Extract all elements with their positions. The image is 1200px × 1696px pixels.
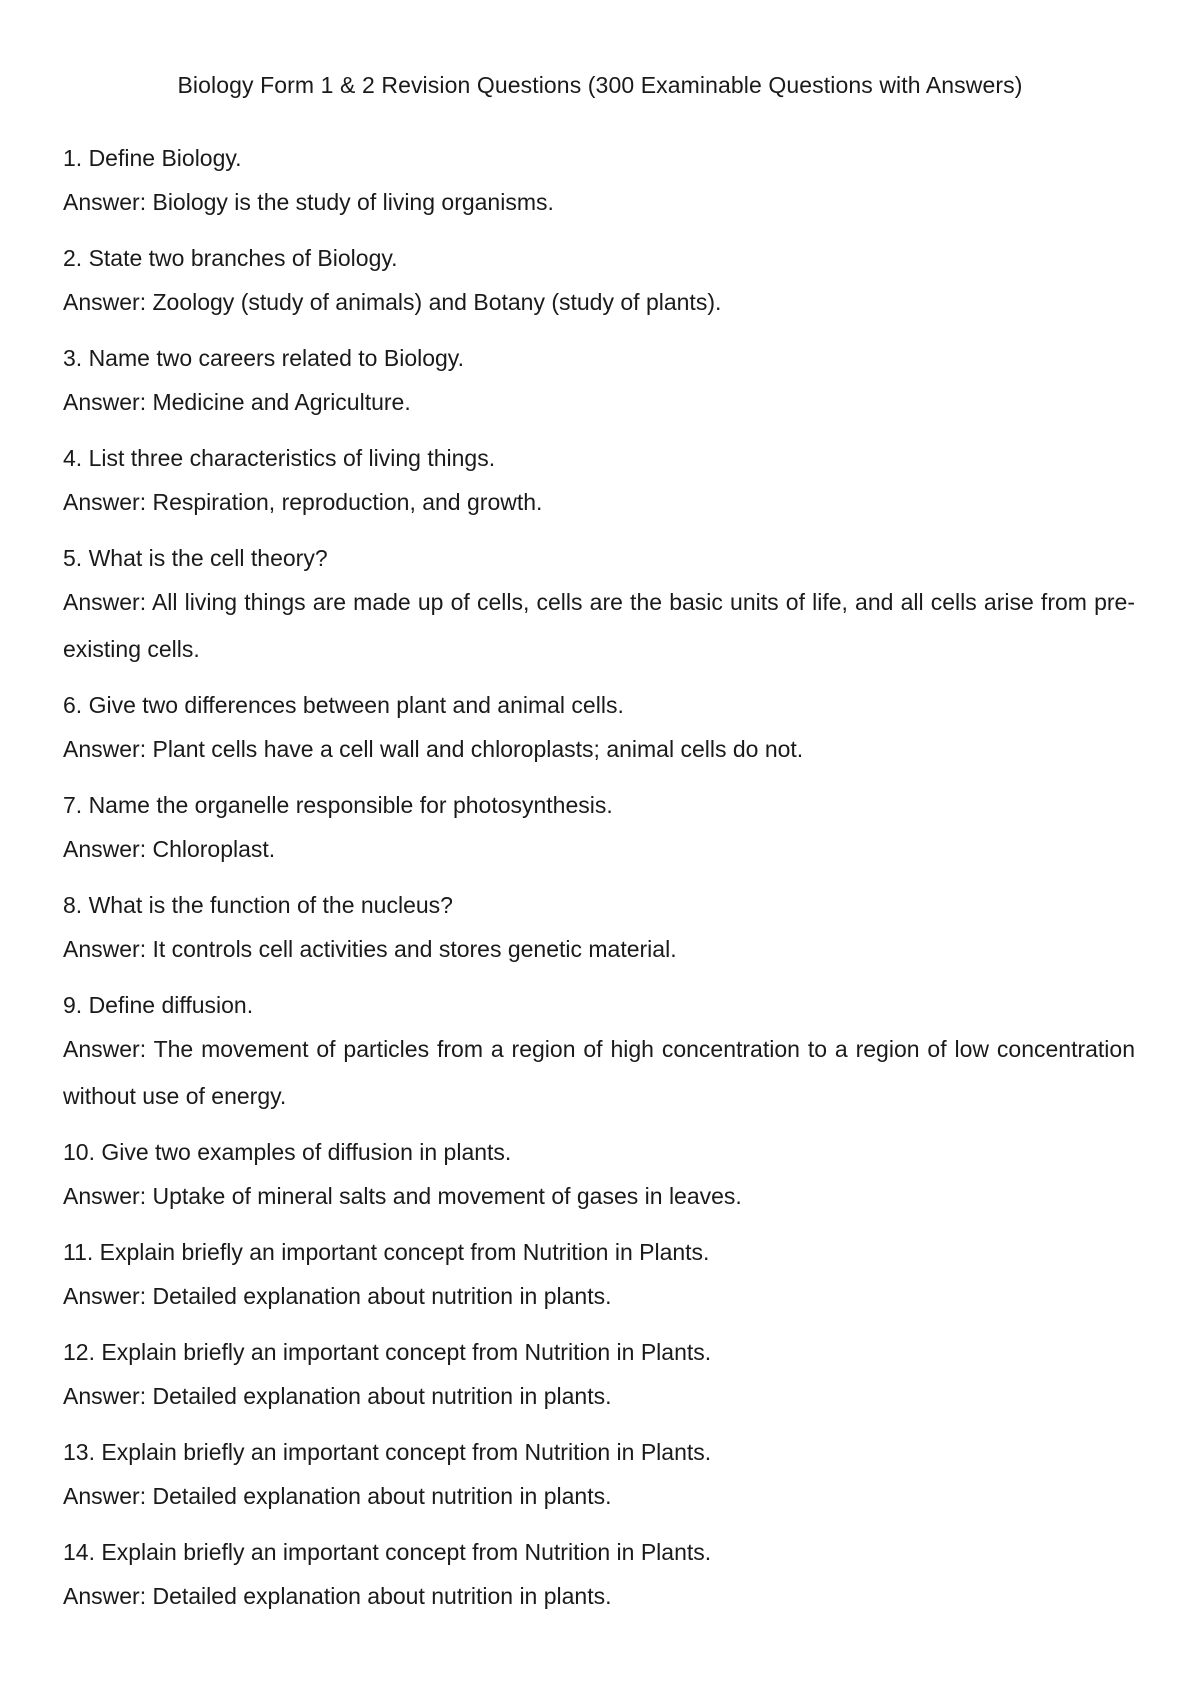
answer-text: Answer: Zoology (study of animals) and Botany (study of plants). xyxy=(63,289,722,315)
qa-item-9 xyxy=(63,988,1137,1120)
question-text: 3. Name two careers related to Biology. xyxy=(63,345,464,371)
question-text: 14. Explain briefly an important concept from Nutrition in Plants. xyxy=(63,1539,712,1565)
qa-item-8 xyxy=(63,888,1137,973)
question-text: 9. Define diffusion. xyxy=(63,992,254,1018)
question-list xyxy=(63,141,1137,1620)
qa-item-6 xyxy=(63,688,1137,773)
question-text: 1. Define Biology. xyxy=(63,145,242,171)
answer-text: Answer: The movement of particles from a region of high concentration to a region of low concentration without use of energy. xyxy=(63,1036,1135,1109)
question-text: 6. Give two differences between plant and animal cells. xyxy=(63,692,624,718)
question-text: 13. Explain briefly an important concept from Nutrition in Plants. xyxy=(63,1439,712,1465)
qa-item-13 xyxy=(63,1435,1137,1520)
answer-text: Answer: Detailed explanation about nutrition in plants. xyxy=(63,1583,612,1609)
answer-text: Answer: It controls cell activities and stores genetic material. xyxy=(63,936,677,962)
answer-text: Answer: Respiration, reproduction, and growth. xyxy=(63,489,543,515)
answer-text: Answer: All living things are made up of cells, cells are the basic units of life, and all cells arise from pre-existing cells. xyxy=(63,589,1135,662)
answer-text: Answer: Detailed explanation about nutrition in plants. xyxy=(63,1383,612,1409)
qa-item-14 xyxy=(63,1535,1137,1620)
answer-text: Answer: Chloroplast. xyxy=(63,836,276,862)
question-text: 12. Explain briefly an important concept from Nutrition in Plants. xyxy=(63,1339,712,1365)
question-text: 4. List three characteristics of living things. xyxy=(63,445,496,471)
qa-item-2 xyxy=(63,241,1137,326)
question-text: 5. What is the cell theory? xyxy=(63,545,328,571)
qa-item-10 xyxy=(63,1135,1137,1220)
qa-item-1 xyxy=(63,141,1137,226)
qa-item-7 xyxy=(63,788,1137,873)
question-text: 7. Name the organelle responsible for photosynthesis. xyxy=(63,792,613,818)
qa-item-11 xyxy=(63,1235,1137,1320)
document-title: Biology Form 1 & 2 Revision Questions (300 Examinable Questions with Answers) xyxy=(177,72,1023,98)
question-text: 8. What is the function of the nucleus? xyxy=(63,892,453,918)
answer-text: Answer: Plant cells have a cell wall and chloroplasts; animal cells do not. xyxy=(63,736,804,762)
answer-text: Answer: Medicine and Agriculture. xyxy=(63,389,411,415)
question-text: 2. State two branches of Biology. xyxy=(63,245,398,271)
answer-text: Answer: Uptake of mineral salts and movement of gases in leaves. xyxy=(63,1183,742,1209)
qa-item-12 xyxy=(63,1335,1137,1420)
answer-text: Answer: Detailed explanation about nutrition in plants. xyxy=(63,1283,612,1309)
qa-item-5 xyxy=(63,541,1137,673)
answer-text: Answer: Biology is the study of living organisms. xyxy=(63,189,554,215)
question-text: 10. Give two examples of diffusion in plants. xyxy=(63,1139,512,1165)
answer-text: Answer: Detailed explanation about nutrition in plants. xyxy=(63,1483,612,1509)
qa-item-3 xyxy=(63,341,1137,426)
question-text: 11. Explain briefly an important concept from Nutrition in Plants. xyxy=(63,1239,710,1265)
qa-item-4 xyxy=(63,441,1137,526)
